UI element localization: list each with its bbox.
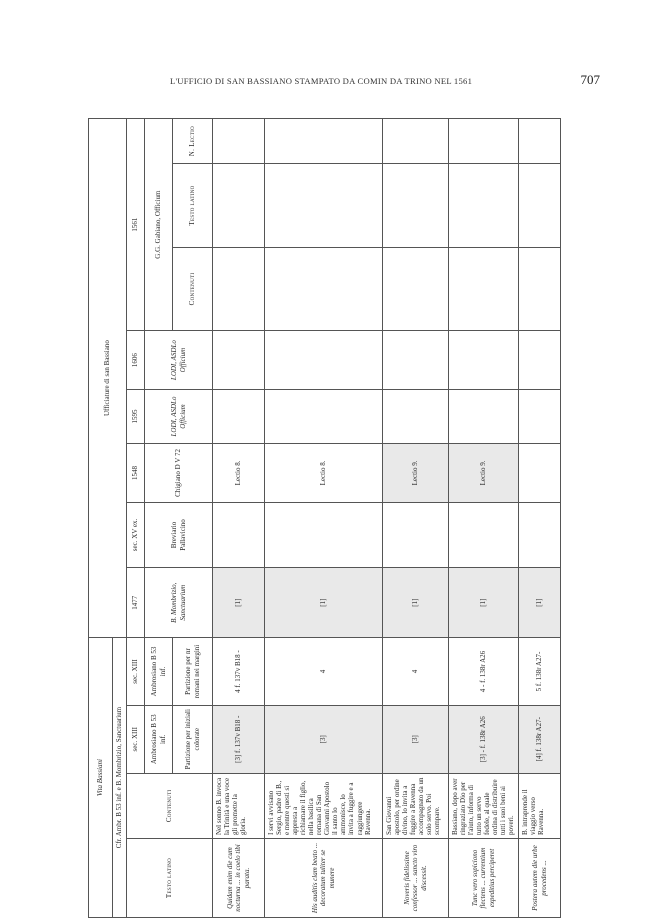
- row-brev: [213, 502, 265, 567]
- row-gio-lectio: [449, 119, 519, 164]
- row-gio-lectio: [519, 119, 561, 164]
- row-gio-testo: [383, 164, 449, 248]
- row-mom: [1]: [519, 568, 561, 638]
- row-mom: [1]: [213, 568, 265, 638]
- header-mom-name: B. Mombrizio, Sanctuarium: [145, 568, 213, 638]
- row-gio-testo: [213, 164, 265, 248]
- header-gio-name: G.G. Gabiano, Officium: [145, 119, 173, 331]
- row-1606: [265, 331, 383, 390]
- row-amb2: 4 - f. 138r A26: [449, 638, 519, 706]
- row-amb1: [3] - f. 138r A26: [449, 705, 519, 773]
- row-latin: Noveris fidelissime confessor ... sancto viro discessit.: [383, 839, 449, 918]
- rotated-table-canvas: [88, 118, 548, 918]
- row-contenuti: B. intraprende il viaggio verso Ravenna.: [519, 773, 561, 838]
- row-1606: [519, 331, 561, 390]
- row-latin: Postera autem die urbe procedens ...: [519, 839, 561, 918]
- header-sub-contenuti: Contenuti: [173, 247, 213, 331]
- row-gio-lectio: [213, 119, 265, 164]
- row-contenuti: San Giovanni apostolo, per ordine divino, lo invita a fuggire a Ravenna accompagnato da un solo servo. Poi scompare.: [383, 773, 449, 838]
- header-chig-name: Chigiano D V 72: [145, 444, 213, 503]
- header-testo-latino: Testo latino: [127, 839, 213, 918]
- header-mom-date: 1477: [127, 568, 145, 638]
- row-amb1: [4] f. 138r A27-: [519, 705, 561, 773]
- vita-sub-header: [113, 638, 127, 918]
- row-amb1: [3]: [383, 705, 449, 773]
- row-gio-contenuti: [383, 247, 449, 331]
- header-amb2-name: Ambrosiano B 53 inf.: [145, 638, 173, 706]
- row-amb1: [3] f. 137v B18 -: [213, 705, 265, 773]
- row-brev: [449, 502, 519, 567]
- row-gio-lectio: [383, 119, 449, 164]
- row-1595: [265, 389, 383, 443]
- row-amb2: 4: [383, 638, 449, 706]
- page-header: [170, 72, 600, 88]
- row-brev: [383, 502, 449, 567]
- table-row: [265, 119, 383, 918]
- row-1606: [213, 331, 265, 390]
- page-number: 707: [580, 72, 600, 87]
- header-amb1-name: Ambrosiano B 53 inf.: [145, 705, 173, 773]
- row-1595: [383, 389, 449, 443]
- vita-subtitle: Cfr. Ambr. B 53 inf. e B. Mombrizio, Sanctuarium: [115, 706, 124, 849]
- row-chig: Lectio 9.: [383, 444, 449, 503]
- row-latin: Tunc vero sopiciono flectens ... currentium expeditius perciperet: [449, 839, 519, 918]
- row-gio-contenuti: [519, 247, 561, 331]
- row-brev: [265, 502, 383, 567]
- row-latin: His auditis clam beato ... decoratum tuliter se munere: [265, 839, 383, 918]
- row-amb2: 4: [265, 638, 383, 706]
- table-row: [449, 119, 519, 918]
- row-contenuti: Bassiano, dopo aver ringraziato Dio per l'aiuto, informa di tutto un servo fedele, al quale ordina di distribuire tutti i suoi beni ai poveri.: [449, 773, 519, 838]
- uffici-group-header: [89, 119, 127, 638]
- row-1595: [449, 389, 519, 443]
- header-contenuti: Contenuti: [127, 773, 213, 838]
- row-amb2: 5 f. 138r A27-: [519, 638, 561, 706]
- header-1595-date: 1595: [127, 389, 145, 443]
- row-gio-lectio: [265, 119, 383, 164]
- header-1606-date: 1606: [127, 331, 145, 390]
- row-contenuti: Nel sonno B. invoca la Trinità e una voce gli promette la gloria.: [213, 773, 265, 838]
- row-mom: [1]: [383, 568, 449, 638]
- running-head: L'UFFICIO DI SAN BASSIANO STAMPATO DA COMIN DA TRINO NEL 1561: [170, 76, 473, 86]
- row-chig: [519, 444, 561, 503]
- header-1561: 1561: [127, 119, 145, 331]
- row-1595: [519, 389, 561, 443]
- header-brev-name: Breviario Pallavicino: [145, 502, 213, 567]
- row-amb2: 4 f. 137v B18 -: [213, 638, 265, 706]
- header-amb2-desc: Partizione per nr romani nei margini: [173, 638, 213, 706]
- header-chig-date: 1548: [127, 444, 145, 503]
- header-1606-name: LODI, ASDLo Officium: [145, 331, 213, 390]
- uffici-title: Ufficiature di san Bassiano: [103, 340, 112, 417]
- row-gio-contenuti: [449, 247, 519, 331]
- row-gio-testo: [519, 164, 561, 248]
- table-row: [519, 119, 561, 918]
- row-latin: Quidam enim die cum nocturna ... in coelo tibi parata.: [213, 839, 265, 918]
- row-1606: [383, 331, 449, 390]
- vita-group-header: [89, 638, 113, 918]
- row-gio-testo: [265, 164, 383, 248]
- table-row: [383, 119, 449, 918]
- row-contenuti: I servi avvisano Sergio, padre di B., e mentre questi si appresta a richiamare il figlio, nella basilica romana di San Giovanni Apostolo il santo lo ammonisce, lo invita a fuggire e a raggiungere Ravenna.: [265, 773, 383, 838]
- row-brev: [519, 502, 561, 567]
- row-mom: [1]: [449, 568, 519, 638]
- vita-title: Vita Bassiani: [96, 759, 105, 797]
- comparison-table: [88, 118, 561, 918]
- header-amb1-date: sec. XIII: [127, 705, 145, 773]
- row-chig: Lectio 8.: [213, 444, 265, 503]
- row-gio-contenuti: [213, 247, 265, 331]
- header-brev-date: sec. XV ex.: [127, 502, 145, 567]
- row-amb1: [3]: [265, 705, 383, 773]
- header-amb2-date: sec. XIII: [127, 638, 145, 706]
- row-chig: Lectio 8.: [265, 444, 383, 503]
- row-chig: Lectio 9.: [449, 444, 519, 503]
- table-row: [213, 119, 265, 918]
- row-gio-contenuti: [265, 247, 383, 331]
- row-gio-testo: [449, 164, 519, 248]
- header-1595-name: LODI, ASDLo Officium: [145, 389, 213, 443]
- row-1595: [213, 389, 265, 443]
- header-sub-lectio: N. Lectio: [173, 119, 213, 164]
- header-amb1-desc: Partizione per iniziali colorate: [173, 705, 213, 773]
- row-1606: [449, 331, 519, 390]
- row-mom: [1]: [265, 568, 383, 638]
- header-sub-testo: Testo latino: [173, 164, 213, 248]
- rotated-table-wrapper: [88, 118, 548, 918]
